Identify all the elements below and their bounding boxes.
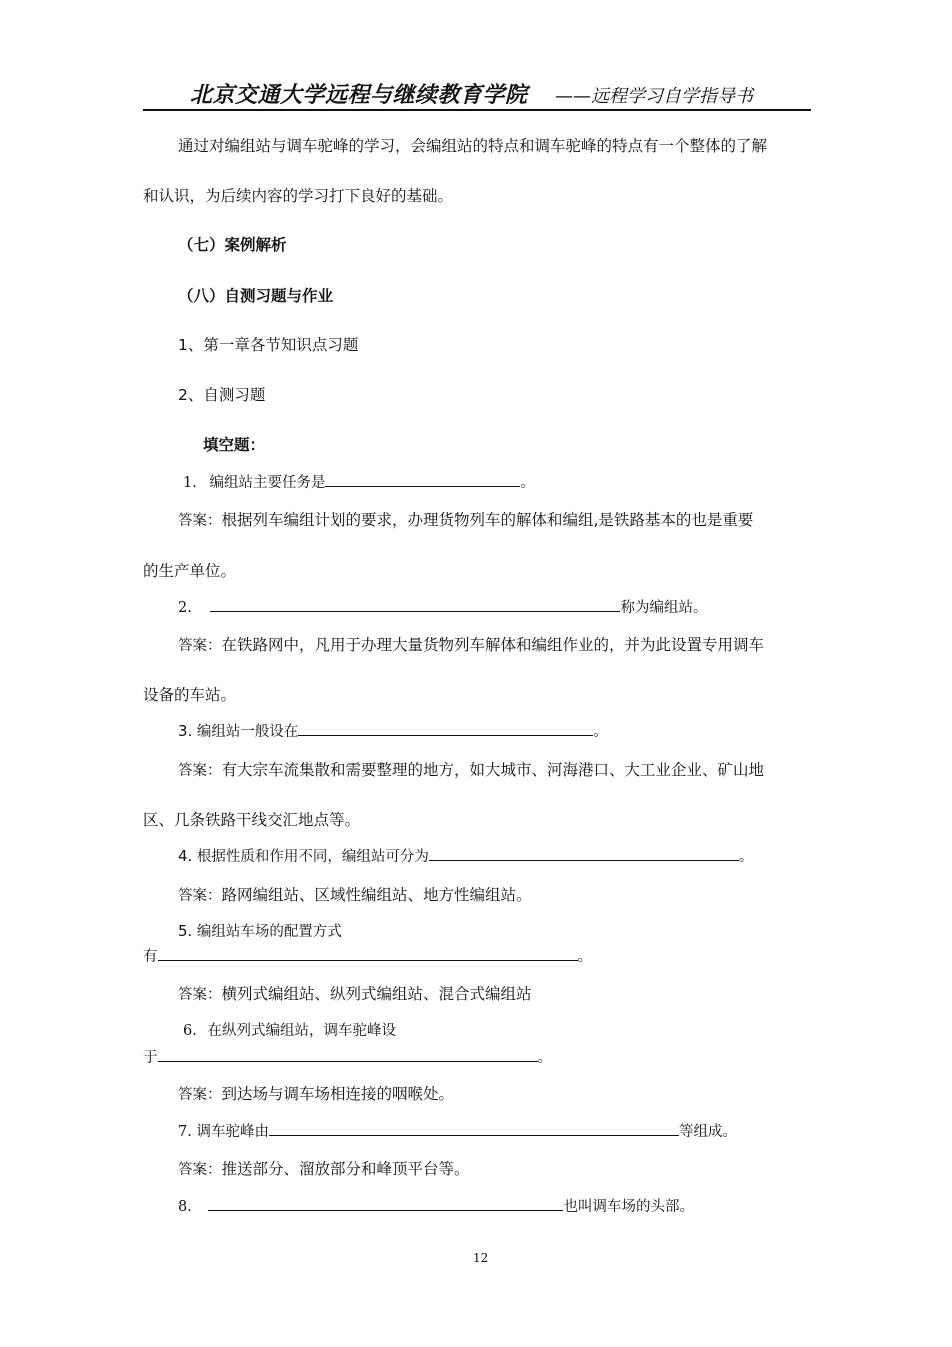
answer-blank	[298, 719, 593, 736]
answer-label: 答案：	[178, 763, 222, 779]
question-tail: 。	[593, 724, 608, 740]
question-number: 8.	[178, 1199, 192, 1215]
answer-blank	[210, 595, 620, 612]
question-text: 编组站车场的配置方式	[196, 924, 342, 940]
answer-text: 横列式编组站、纵列式编组站、混合式编组站	[221, 985, 532, 1003]
question-8	[178, 1194, 694, 1216]
answer-1-line-2: 的生产单位。	[143, 562, 237, 580]
question-number: 7.	[178, 1124, 192, 1140]
intro-line-2: 和认识，为后续内容的学习打下良好的基础。	[143, 187, 454, 205]
question-7	[178, 1119, 737, 1141]
document-header-title: 北京交通大学远程与继续教育学院	[190, 83, 528, 108]
answer-label: 答案：	[178, 987, 222, 1003]
question-tail: 等组成。	[678, 1124, 737, 1140]
fill-in-title: 填空题：	[203, 436, 266, 454]
answer-text: 到达场与调车场相连接的咽喉处。	[221, 1085, 455, 1103]
answer-3-line-2: 区、几条铁路干线交汇地点等。	[143, 811, 361, 829]
question-text-cont: 有	[143, 949, 158, 965]
answer-label: 答案：	[178, 1162, 222, 1178]
answer-label: 答案：	[178, 638, 222, 654]
question-2	[178, 595, 707, 617]
answer-7	[178, 1157, 470, 1179]
section-heading-self-test: （八）自测习题与作业	[178, 287, 334, 305]
question-number: 2.	[178, 600, 192, 616]
answer-text: 在铁路网中，凡用于办理大量货物列车解体和编组作业的，并为此设置专用调车	[221, 636, 765, 654]
question-text-cont: 于	[143, 1050, 158, 1066]
question-number: 1.	[183, 475, 197, 491]
answer-blank	[325, 470, 520, 487]
question-tail: 称为编组站。	[620, 600, 708, 616]
answer-blank	[208, 1194, 563, 1211]
question-5	[178, 920, 342, 941]
answer-label: 答案：	[178, 888, 222, 904]
question-text: 编组站一般设在	[196, 724, 299, 740]
answer-blank	[158, 1045, 538, 1062]
answer-text: 有大宗车流集散和需要整理的地方，如大城市、河海港口、大工业企业、矿山地	[221, 761, 765, 779]
answer-text: 根据列车编组计划的要求，办理货物列车的解体和编组,是铁路基本的也是重要	[221, 511, 754, 529]
section-heading-case-study: （七）案例解析	[178, 236, 287, 254]
question-5-continuation	[143, 944, 592, 966]
page-number: 12	[473, 1251, 489, 1265]
question-6	[183, 1019, 396, 1040]
answer-2-line-1	[178, 633, 764, 655]
header-divider	[143, 109, 811, 111]
answer-label: 答案：	[178, 513, 222, 529]
question-number: 6.	[183, 1023, 197, 1039]
question-text: 编组站主要任务是	[209, 475, 326, 491]
question-number: 4.	[178, 847, 193, 865]
question-text: 调车驼峰由	[196, 1124, 269, 1140]
answer-blank	[158, 944, 578, 961]
answer-blank	[429, 844, 739, 861]
answer-text: 路网编组站、区域性编组站、地方性编组站。	[221, 886, 532, 904]
question-text: 在纵列式编组站，调车驼峰设	[207, 1023, 396, 1039]
answer-6	[178, 1082, 454, 1104]
answer-2-line-2: 设备的车站。	[143, 686, 237, 704]
question-3	[178, 719, 608, 741]
question-tail: 也叫调车场的头部。	[563, 1199, 694, 1215]
answer-1-line-1	[178, 508, 753, 530]
question-tail: 。	[577, 949, 592, 965]
question-number: 3.	[178, 722, 193, 740]
answer-3-line-1	[178, 758, 764, 780]
list-item-1: 1、第一章各节知识点习题	[178, 336, 359, 354]
answer-4	[178, 883, 532, 905]
list-item-2: 2、自测习题	[178, 386, 266, 404]
question-tail: 。	[537, 1050, 552, 1066]
intro-line-1: 通过对编组站与调车驼峰的学习，会编组站的特点和调车驼峰的特点有一个整体的了解	[178, 137, 768, 155]
answer-5	[178, 982, 532, 1004]
question-tail: 。	[738, 849, 754, 865]
question-1	[183, 470, 535, 492]
question-text: 根据性质和作用不同，编组站可分为	[196, 849, 429, 865]
answer-blank	[269, 1119, 679, 1136]
question-6-continuation	[143, 1045, 552, 1067]
answer-label: 答案：	[178, 1087, 222, 1103]
document-header-subtitle: ——远程学习自学指导书	[555, 86, 753, 107]
question-tail: 。	[520, 475, 535, 491]
question-4	[178, 844, 753, 866]
question-number: 5.	[178, 922, 193, 940]
answer-text: 推送部分、溜放部分和峰顶平台等。	[221, 1160, 470, 1178]
